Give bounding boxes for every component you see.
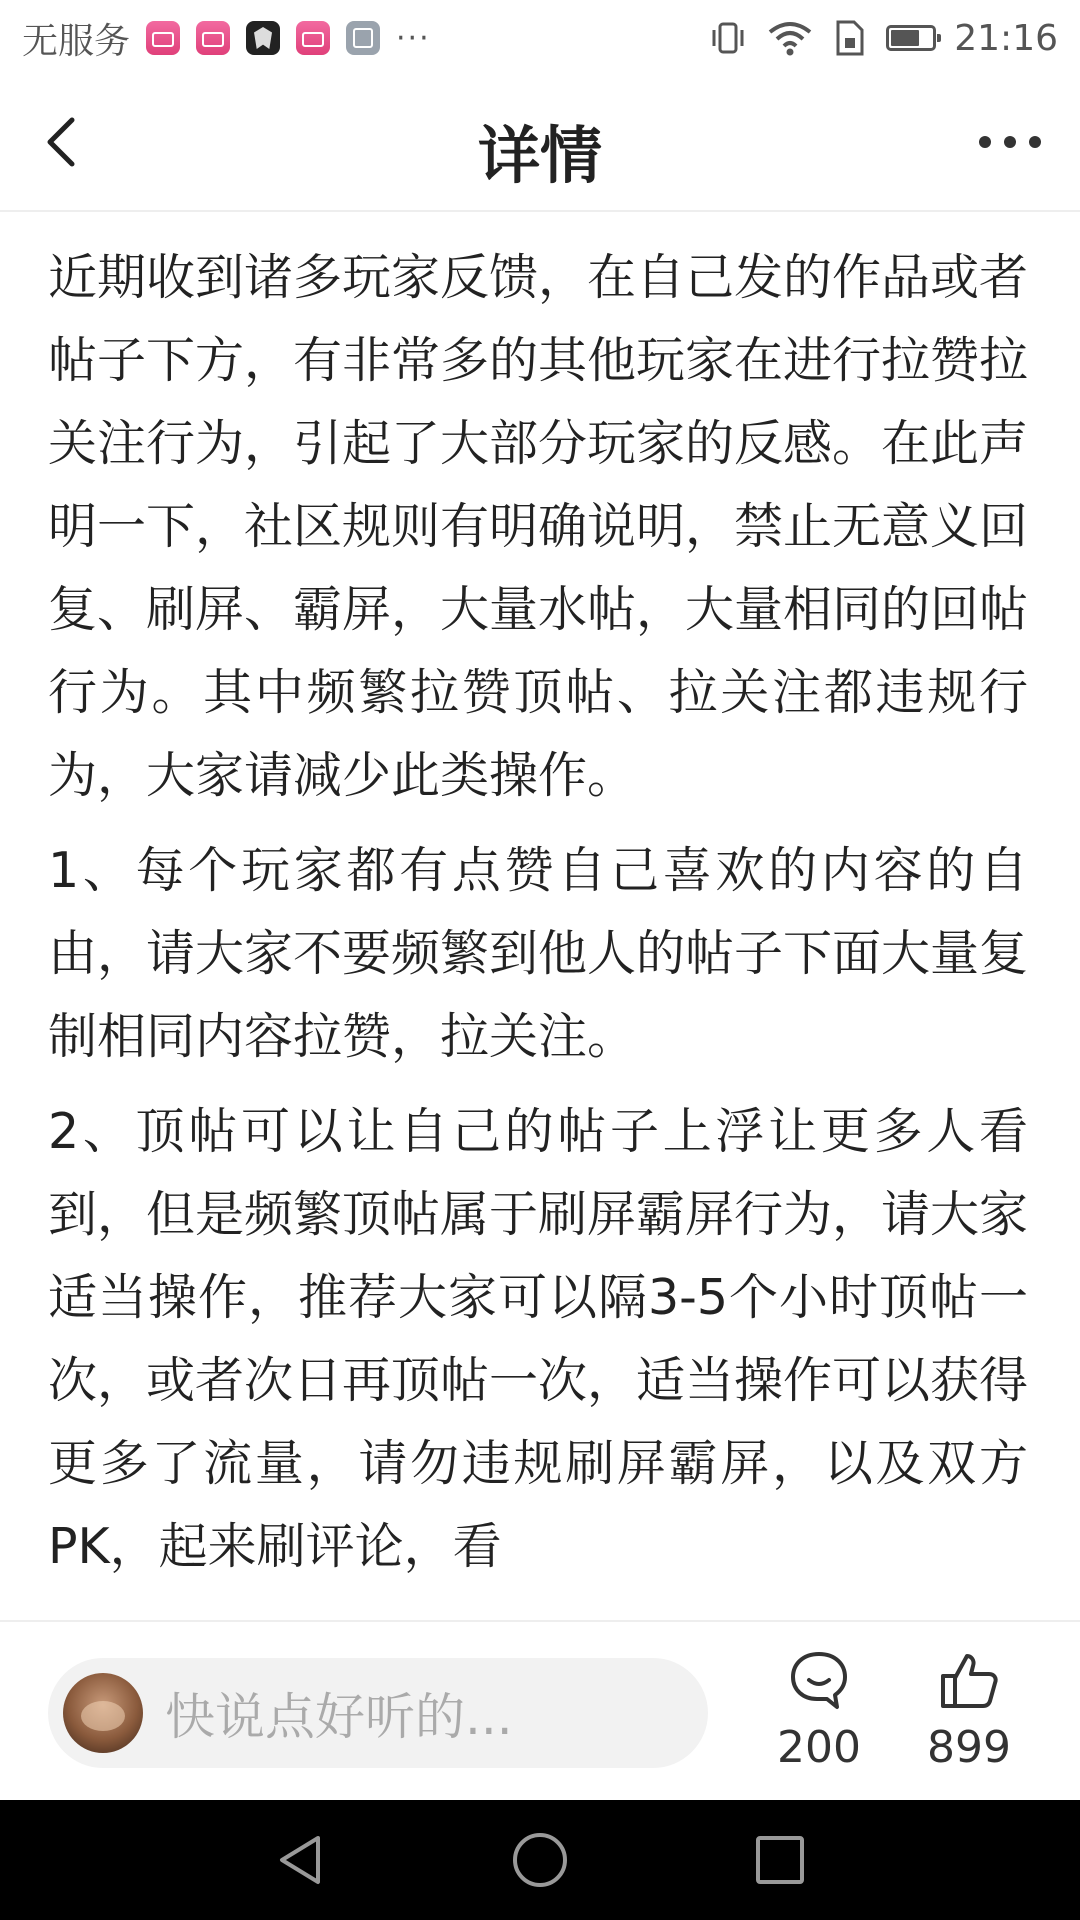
avatar: [63, 1673, 143, 1753]
triangle-back-icon: [272, 1832, 328, 1888]
bilibili-icon: [146, 21, 180, 55]
comment-count: 200: [777, 1722, 861, 1773]
clock: 21:16: [954, 17, 1058, 59]
system-recents-button[interactable]: [750, 1830, 810, 1890]
vibrate-icon: [708, 18, 748, 58]
system-home-button[interactable]: [510, 1830, 570, 1890]
more-button[interactable]: [968, 110, 1052, 174]
sim-icon: [832, 18, 868, 58]
square-recents-icon: [754, 1834, 806, 1886]
circle-home-icon: [510, 1830, 570, 1890]
more-dots-icon: [977, 134, 1043, 150]
more-notifications-indicator: ···: [396, 20, 431, 56]
navigation-bar: [0, 76, 1080, 212]
carrier-status: 无服务: [22, 20, 131, 62]
status-left: [22, 13, 431, 64]
status-right: [708, 18, 1058, 59]
post-paragraph-rule-2: 2、顶帖可以让自己的帖子上浮让更多人看到，但是频繁顶帖属于刷屏霸屏行为，请大家适当操作，推荐大家可以隔3-5个小时顶帖一次，或者次日再顶帖一次，适当操作可以获得更多了流量，请勿违规刷屏霸屏，以及双方PK，起来刷评论，看: [48, 1103, 1028, 1575]
thumbs-up-icon: [937, 1648, 1001, 1712]
bilibili-icon: [196, 21, 230, 55]
comment-input[interactable]: [48, 1658, 708, 1768]
system-back-button[interactable]: [270, 1830, 330, 1890]
like-count: 899: [927, 1722, 1011, 1773]
page-title: 详情: [477, 119, 602, 192]
post-paragraph-rule-1: 1、每个玩家都有点赞自己喜欢的内容的自由，请大家不要频繁到他人的帖子下面大量复制相同内容拉赞，拉关注。: [48, 842, 1028, 1065]
g2-esports-icon: [246, 21, 280, 55]
comment-bubble-icon: [787, 1648, 851, 1712]
post-content: [48, 236, 1028, 1620]
system-navigation-bar: [0, 1800, 1080, 1920]
bilibili-icon: [296, 21, 330, 55]
battery-icon: [886, 25, 936, 51]
status-bar: [0, 0, 1080, 76]
bottom-action-bar: [0, 1620, 1080, 1800]
comment-placeholder: 快说点好听的...: [165, 1688, 513, 1746]
comments-button[interactable]: [759, 1648, 879, 1788]
wifi-icon: [766, 18, 814, 58]
post-paragraph-intro: 近期收到诸多玩家反馈，在自己发的作品或者帖子下方，有非常多的其他玩家在进行拉赞拉关注行为，引起了大部分玩家的反感。在此声明一下，社区规则有明确说明，禁止无意义回复、刷屏、霸屏，大量水帖，大量相同的回帖行为。其中频繁拉赞顶帖、拉关注都违规行为，大家请减少此类操作。: [48, 249, 1028, 804]
like-button[interactable]: [909, 1648, 1029, 1788]
gallery-icon: [346, 21, 380, 55]
